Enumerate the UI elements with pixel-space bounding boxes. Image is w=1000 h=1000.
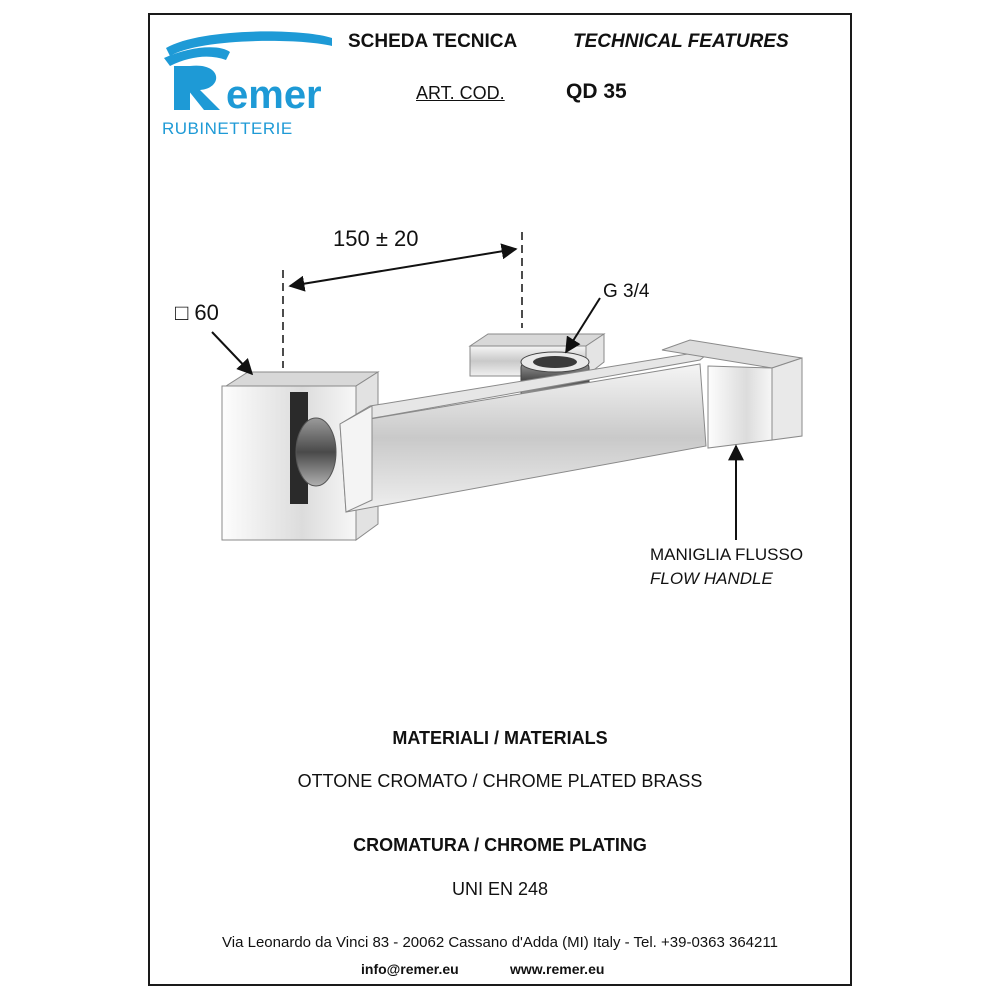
square-symbol: □ [175,300,189,325]
footer-address: Via Leonardo da Vinci 83 - 20062 Cassano d'Adda (MI) Italy - Tel. +39-0363 364211 [222,934,778,951]
square-size-value: 60 [194,300,219,325]
square-size-arrow [212,332,252,374]
title-italian: SCHEDA TECNICA [348,31,518,52]
handle-label-english: FLOW HANDLE [650,569,773,588]
logo-subtitle: RUBINETTERIE [162,119,293,138]
thread-label: G 3/4 [603,281,650,302]
dimension-arrow [290,249,516,286]
materials-value: OTTONE CROMATO / CHROME PLATED BRASS [297,771,703,791]
title-english: TECHNICAL FEATURES [573,31,789,52]
materials-heading: MATERIALI / MATERIALS [392,728,608,748]
art-code-value: QD 35 [566,80,627,103]
art-code-label: ART. COD. [416,83,505,103]
footer-email[interactable]: info@remer.eu [361,961,459,977]
distance-dimension: 150 ± 20 [333,226,419,251]
plating-heading: CROMATURA / CHROME PLATING [353,835,647,855]
handle-label-italian: MANIGLIA FLUSSO [650,545,804,564]
footer-website[interactable]: www.remer.eu [510,961,605,977]
svg-text:emer: emer [226,73,322,117]
plating-value: UNI EN 248 [451,879,549,899]
square-size-label [175,300,219,326]
